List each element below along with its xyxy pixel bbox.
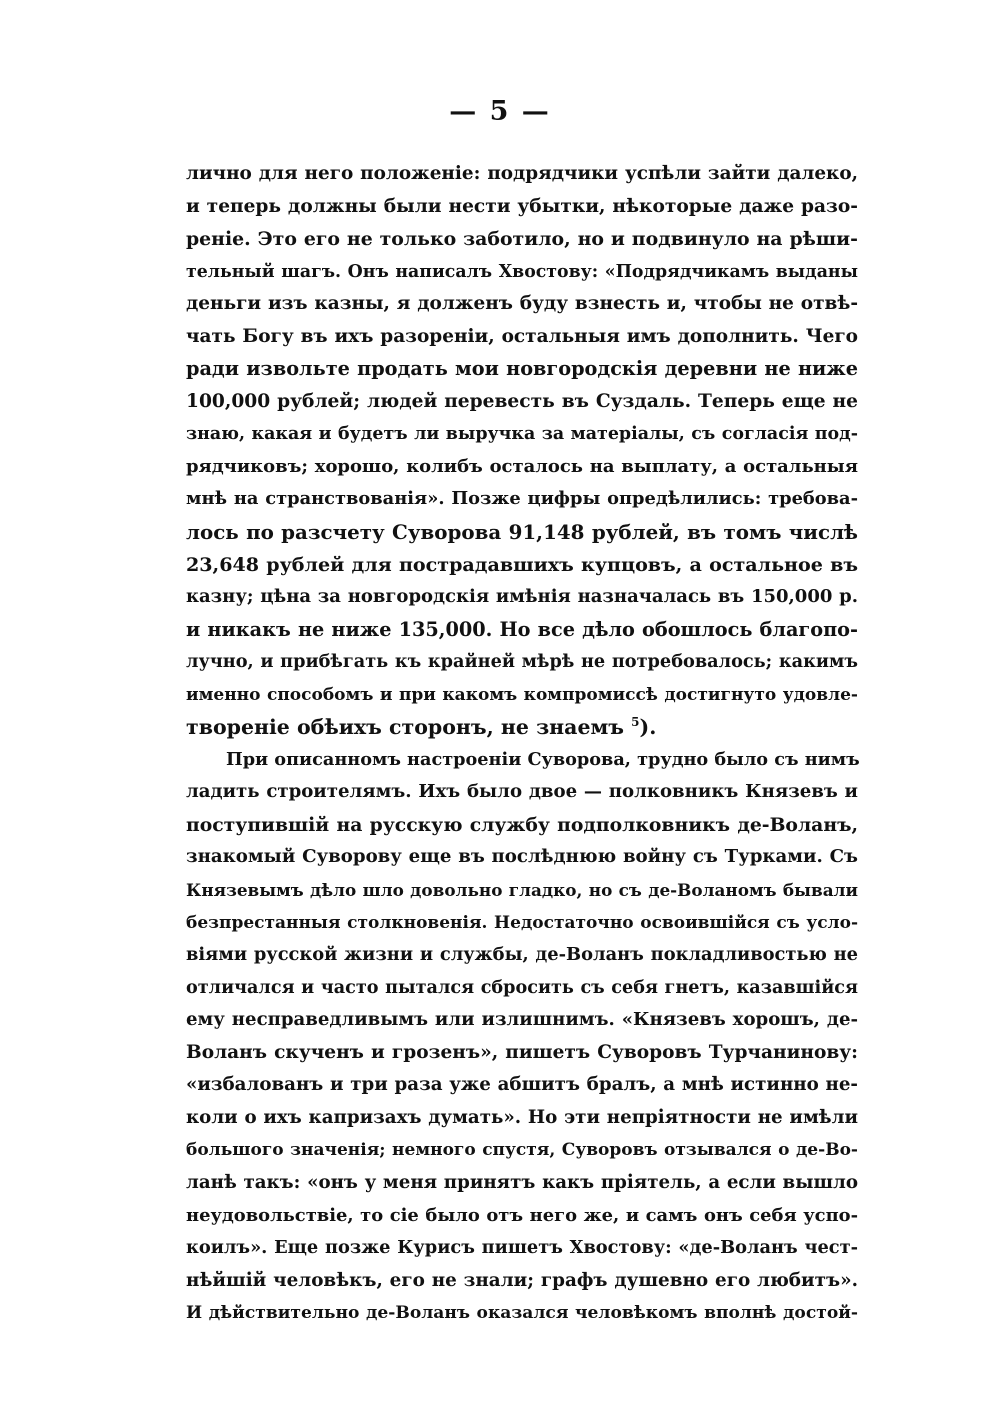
paragraph-2: [186, 744, 858, 1330]
text-line-last: [186, 711, 858, 744]
text-line: большого значенія; немного спустя, Суворовъ отзывался о де-Во-: [186, 1140, 858, 1161]
text-line: отличался и часто пытался сбросить съ себя гнетъ, казавшійся: [186, 976, 858, 998]
text-line: лучно, и прибѣгать къ крайней мѣрѣ не потребовалось; какимъ: [186, 651, 858, 673]
text-line: знакомый Суворову еще въ послѣднюю войну съ Турками. Съ: [186, 846, 858, 868]
text-line: нѣйшій человѣкъ, его не знали; графъ душевно его любитъ».: [186, 1269, 858, 1291]
text-line: коилъ». Еще позже Курисъ пишетъ Хвостову: «де-Воланъ чест-: [186, 1237, 858, 1259]
text-line: ланѣ такъ: «онъ у меня принятъ какъ пріятель, а если вышло: [186, 1171, 858, 1193]
body-text: [186, 158, 858, 1330]
text-line: ренiе. Это его не только заботило, но и подвинуло на рѣши-: [186, 228, 858, 251]
text-line: деньги изъ казны, я долженъ буду взнесть и, чтобы не отвѣ-: [186, 293, 858, 315]
text-line: казну; цѣна за новгородскія имѣнія назначалась въ 150,000 р.: [186, 586, 858, 608]
text-line: Князевымъ дѣло шло довольно гладко, но съ де-Воланомъ бывали: [186, 880, 858, 901]
text-line: именно способомъ и при какомъ компромиссѣ достигнуто удовле-: [186, 684, 858, 705]
text-line: лично для него положенiе: подрядчики успѣли зайти далеко,: [186, 163, 858, 184]
text-line: коли о ихъ капризахъ думать». Но эти непріятности не имѣли: [186, 1106, 858, 1128]
text-line: віями русской жизни и службы, де-Воланъ покладливостью не: [186, 944, 858, 966]
text-line: рядчиковъ; хорошо, колибъ осталось на выплату, а остальныя: [186, 455, 858, 477]
footnote-mark: 5: [631, 715, 640, 730]
text-line: и теперь должны были нести убытки, нѣкоторые даже разо-: [186, 195, 858, 217]
text-line: неудовольствіе, то сіе было отъ него же, и самъ онъ себя успо-: [186, 1204, 858, 1226]
paragraph-1: [186, 158, 858, 744]
text-line: 100,000 рублей; людей перевесть въ Суздаль. Теперь еще не: [186, 390, 858, 412]
text-line: ради извольте продать мои новгородскія деревни не ниже: [186, 357, 858, 381]
text-line: поступившій на русскую службу подполковникъ де-Воланъ,: [186, 813, 858, 836]
text-line: При описанномъ настроеніи Суворова, трудно было съ нимъ: [226, 748, 860, 770]
page-number: — 5 —: [449, 96, 551, 127]
last-line-text: творенiе обѣихъ сторонъ, не знаемъ: [186, 715, 625, 740]
last-line-end: ).: [639, 715, 657, 740]
text-line: тельный шагъ. Онъ написалъ Хвостову: «Подрядчикамъ выданы: [186, 261, 858, 282]
text-line: и никакъ не ниже 135,000. Но все дѣло обошлось благопо-: [186, 617, 858, 641]
text-line: мнѣ на странствованія». Позже цифры опредѣлились: требова-: [186, 488, 858, 510]
text-line: ему несправедливымъ или излишнимъ. «Князевъ хорошъ, де-: [186, 1009, 858, 1031]
text-line: чать Богу въ ихъ разореніи, остальныя имъ дополнить. Чего: [186, 325, 858, 347]
text-line: знаю, какая и будетъ ли выручка за матеріалы, съ согласія под-: [186, 424, 858, 445]
text-line: ладить строителямъ. Ихъ было двое — полковникъ Князевъ и: [186, 781, 858, 803]
text-line: Воланъ скученъ и грозенъ», пишетъ Суворовъ Турчанинову:: [186, 1041, 858, 1063]
text-line: 23,648 рублей для пострадавшихъ купцовъ, а остальное въ: [186, 552, 858, 576]
text-line: безпрестанныя столкновенія. Недостаточно освоившійся съ усло-: [186, 912, 858, 933]
text-line: И дѣйствительно де-Воланъ оказался человѣкомъ вполнѣ достой-: [186, 1303, 858, 1324]
text-line: лось по разсчету Суворова 91,148 рублей, въ томъ числѣ: [186, 520, 858, 545]
text-line: «избалованъ и три раза уже абшитъ бралъ, а мнѣ истинно не-: [186, 1074, 858, 1096]
